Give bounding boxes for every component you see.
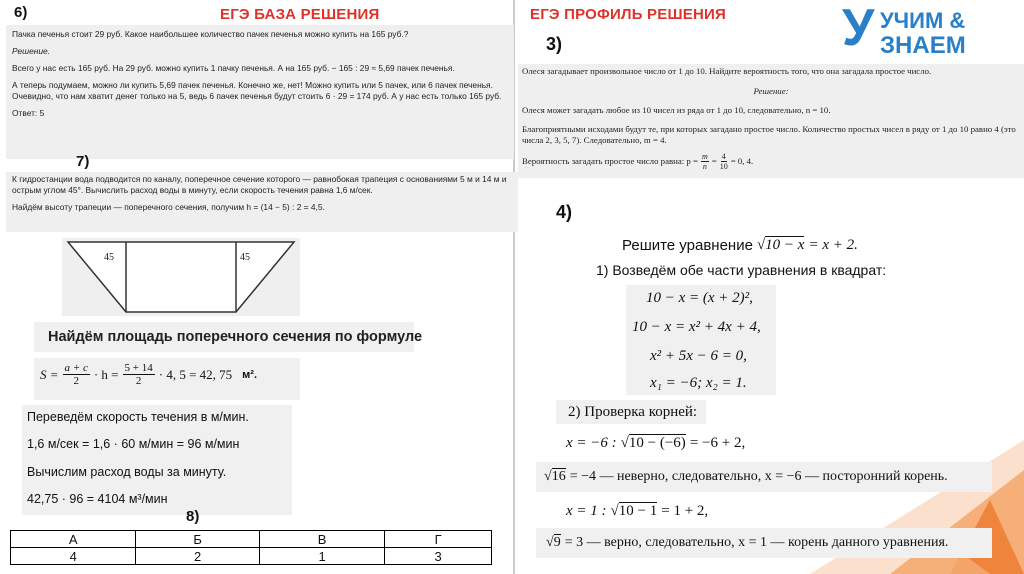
task3-paragraph-1: Олеся может загадать любое из 10 чисел из ряда от 1 до 10, следовательно, n = 10. (522, 105, 831, 115)
task4-result-1-radical: √ 16 (544, 469, 566, 484)
task8-value-g: 3 (385, 548, 492, 565)
task8-value-row (11, 548, 492, 565)
task3-fraction-2-den: 10 (719, 162, 728, 171)
task8-header-a: А (11, 531, 136, 548)
task3-prob-tail: = 0, 4. (730, 156, 754, 166)
trapezoid-outline (68, 242, 294, 312)
task4-step-2: 2) Проверка корней: (568, 404, 698, 420)
task3-fraction-1-den: n (702, 162, 707, 171)
task6-solution-label: Решение. (12, 46, 51, 56)
task7-height-line: Найдём высоту трапеции — поперечного сечения, получим h = (14 − 5) : 2 = 4,5. (12, 202, 325, 212)
task8-header-b: Б (136, 531, 260, 548)
right-header-title: ЕГЭ ПРОФИЛЬ РЕШЕНИЯ (530, 6, 726, 23)
task4-title-post: = x + 2. (808, 236, 858, 253)
task6-question: Пачка печенья стоит 29 руб. Какое наибольшее количество пачек печенья можно купить на 165 руб.? (12, 29, 409, 39)
area-fraction-2-den: 2 (135, 375, 142, 387)
task4-title-radical: √ 10 − x (756, 237, 805, 253)
task3-prob-lhs: Вероятность загадать простое число равна: p = (522, 156, 698, 166)
task6-paragraph-2: А теперь подумаем, можно ли купить 5,69 пачек печенья. Конечно же, нет! Можно купить или 5 пачек, или 6 пачек печенья. Очевидно, что нам хватит денег только на 5, ведь 6 пачек печенья будут стоить 6 · 29 = 174 руб. А у нас есть только 165 руб. (12, 80, 502, 101)
task4-eq-2: 10 − x = x² + 4x + 4, (632, 319, 761, 335)
task4-result-2-radical: √ 9 (546, 535, 561, 550)
task8-value-a: 4 (11, 548, 136, 565)
task8-answer-table (10, 530, 492, 565)
task4-result-2: √ 9 = 3 — верно, следовательно, x = 1 — корень данного уравнения. (546, 534, 949, 550)
trapezoid-diagram (62, 238, 300, 318)
task8-header-g: Г (385, 531, 492, 548)
task8-header-v: В (259, 531, 384, 548)
area-unit: м². (242, 368, 258, 381)
flow-calc: 42,75 · 96 = 4104 м³/мин (27, 492, 168, 506)
speed-title: Переведём скорость течения в м/мин. (27, 410, 249, 424)
area-fraction-2 (123, 362, 155, 387)
task4-eq-4: x₁ = −6; x₂ = 1. (650, 375, 747, 391)
left-header-title: ЕГЭ БАЗА РЕШЕНИЯ (220, 6, 380, 23)
task3-solution-label: Решение: (753, 86, 789, 96)
area-fraction-1-num: a + c (64, 362, 88, 374)
area-formula-lhs: S = (40, 366, 59, 382)
task7-number: 7) (76, 153, 90, 170)
task6-panel (6, 25, 514, 159)
task3-paragraph-2: Благоприятными исходами будут те, при которых загадано простое число. Количество простых чисел в ряду от 1 до 10 равно 4 (это числа 2, 3, 5, 7). Следовательно, m = 4. (522, 124, 1016, 145)
task6-number: 6) (14, 4, 28, 21)
task4-check-2: x = 1 : √ 10 − 1 = 1 + 2, (566, 502, 709, 519)
task3-fraction-1-num: m (701, 152, 708, 161)
area-formula (40, 362, 257, 387)
task3-probability-line: Вероятность загадать простое число равна: p = $\frac{m}{n}$ = $\frac{4}{10}$ = 0, 4. (522, 152, 754, 171)
task4-title (622, 236, 858, 254)
task4-title-pre: Решите уравнение (622, 236, 753, 254)
task4-check-1-radical: √ 10 − (−6) (620, 435, 686, 451)
flow-title: Вычислим расход воды за минуту. (27, 465, 227, 479)
area-fraction-1 (63, 362, 90, 387)
angle-label-left: 45 (104, 252, 114, 263)
task4-check-1: x = −6 : √ 10 − (−6) = −6 + 2, (566, 434, 746, 451)
task3-number: 3) (546, 34, 563, 54)
task8-value-v: 1 (259, 548, 384, 565)
logo: У УЧИМ & ЗНАЕМ (842, 0, 966, 59)
task4-number: 4) (556, 202, 573, 222)
task7-question: К гидростанции вода подводится по каналу, поперечное сечение которого — равнобокая трапеция с основаниями 5 м и 14 м и острым углом 45°. Вычислить расход воды в минуту, если скорость течения равна 1,6 м/сек. (12, 174, 507, 195)
area-fraction-1-den: 2 (73, 375, 79, 387)
task8-number: 8) (186, 508, 200, 525)
task3-fraction-2-num: 4 (721, 152, 726, 161)
task6-answer: Ответ: 5 (12, 108, 45, 118)
area-title: Найдём площадь поперечного сечения по формуле (48, 329, 423, 345)
logo-line-1: УЧИМ & (880, 8, 966, 33)
task6-paragraph-1: Всего у нас есть 165 руб. На 29 руб. можно купить 1 пачку печенья. А на 165 руб. − 165 : 29 ≈ 5,69 пачек печенья. (12, 63, 455, 73)
area-fraction-2-num: 5 + 14 (124, 362, 153, 374)
task7-panel (6, 172, 518, 232)
task3-fraction-2 (720, 152, 728, 171)
task4-eq-3: x² + 5x − 6 = 0, (650, 348, 747, 364)
area-formula-tail: · 4, 5 = 42, 75 (158, 366, 233, 382)
task4-step-1: 1) Возведём обе части уравнения в квадрат: (596, 262, 887, 278)
task3-panel (518, 64, 1024, 178)
task4-check-2-radical: √ 10 − 1 (610, 503, 658, 519)
task8-value-b: 2 (136, 548, 260, 565)
task3-question: Олеся загадывает произвольное число от 1 до 10. Найдите вероятность того, что она загадала простое число. (522, 66, 932, 76)
logo-line-2: ЗНАЕМ (880, 32, 966, 59)
task8-header-row (11, 531, 492, 548)
speed-calc: 1,6 м/сек = 1,6 · 60 м/мин = 96 м/мин (27, 437, 240, 451)
task4-eq-1: 10 − x = (x + 2)², (646, 290, 753, 306)
task4-result-1: √ 16 = −4 — неверно, следовательно, x = −6 — посторонний корень. (544, 468, 948, 484)
area-formula-mid: · h = (93, 366, 119, 382)
angle-label-right: 45 (240, 252, 250, 263)
task3-fraction-1 (701, 152, 709, 171)
